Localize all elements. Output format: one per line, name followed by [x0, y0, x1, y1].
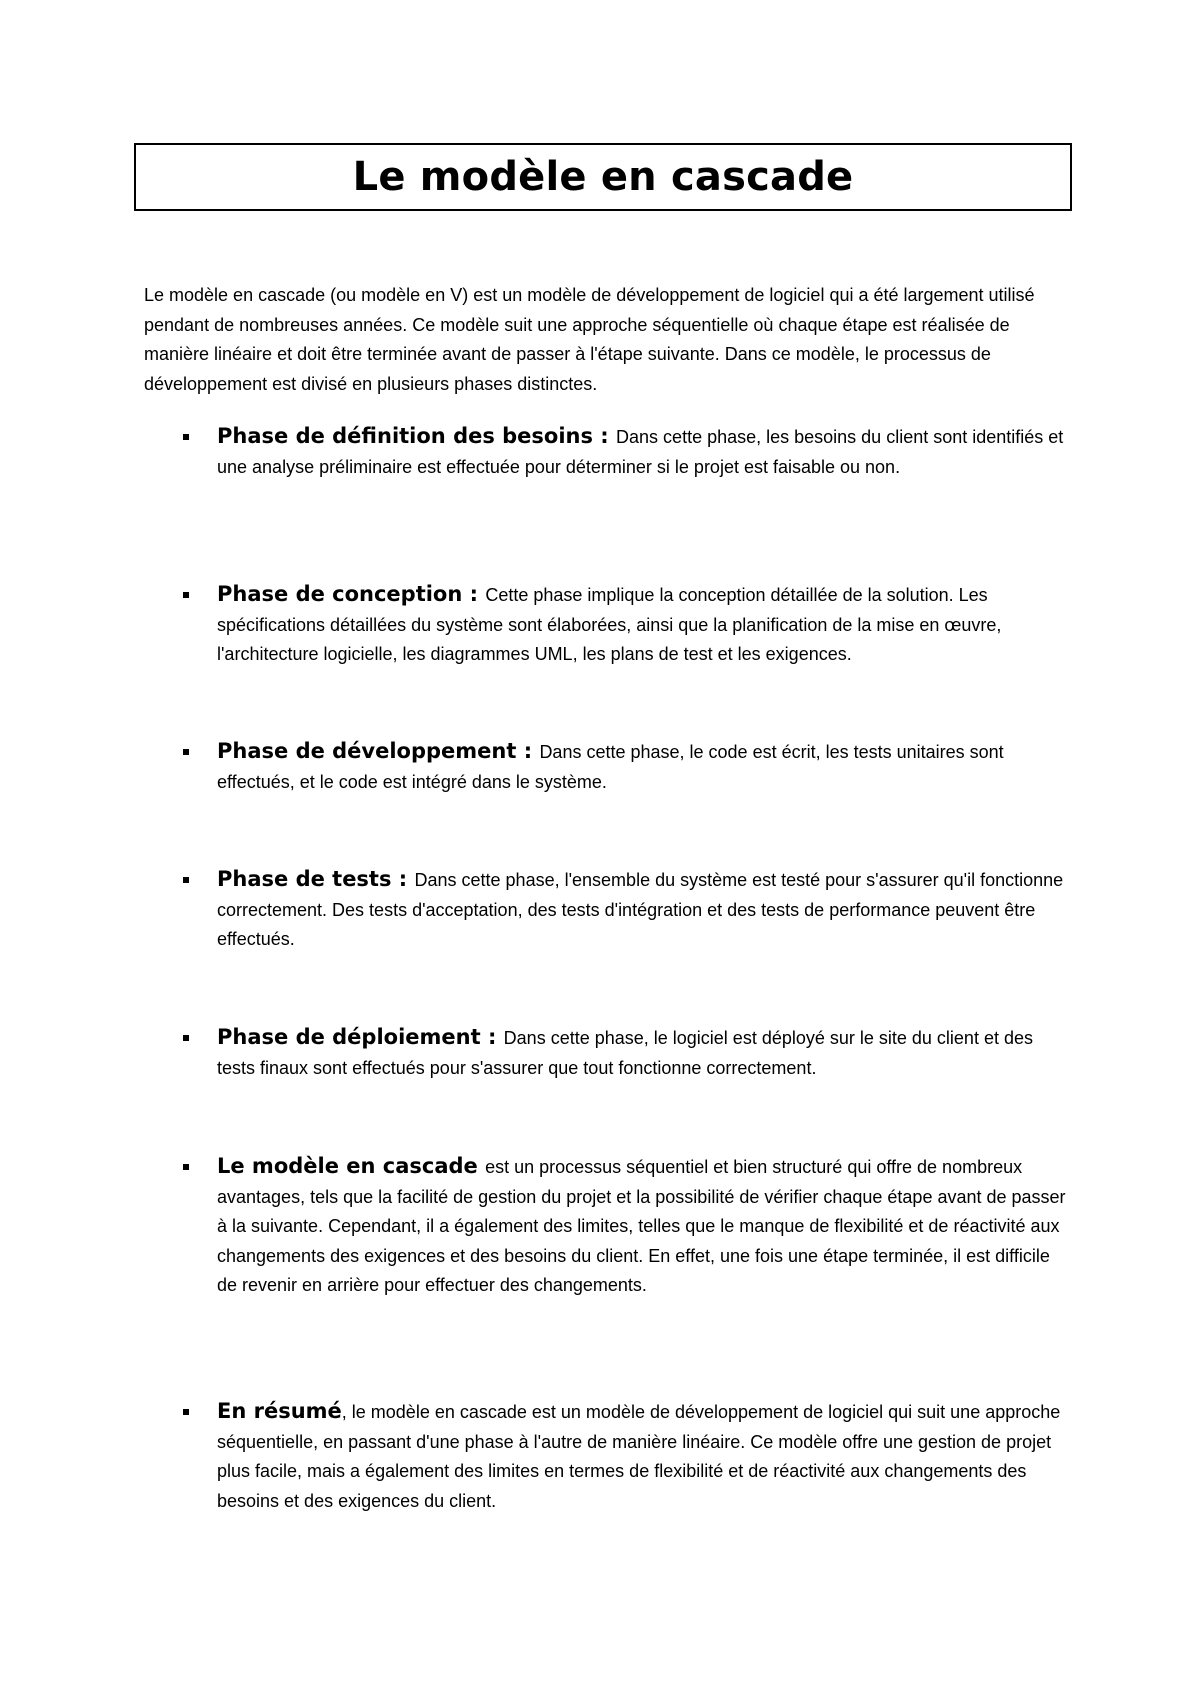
list-item	[217, 580, 1069, 670]
list-item-text: Dans cette phase, les besoins du client sont identifiés et une analyse préliminaire est effectuée pour déterminer si le projet est faisable ou non.	[217, 427, 1064, 477]
list-item-text: Cette phase implique la conception détaillée de la solution. Les spécifications détaillées du système sont élaborées, ainsi que la planification de la mise en œuvre, l'architecture logicielle, les diagrammes UML, les plans de test et les exigences.	[217, 585, 1002, 664]
list-item-heading: Phase de tests :	[217, 867, 415, 891]
bullet-square-icon	[183, 1164, 189, 1170]
list-item-text: Dans cette phase, le logiciel est déployé sur le site du client et des tests finaux sont effectués pour s'assurer que tout fonctionne correctement.	[217, 1028, 1033, 1078]
list-item	[217, 1023, 1069, 1083]
list-item-heading: Phase de développement :	[217, 739, 540, 763]
list-item	[217, 865, 1069, 955]
intro-paragraph: Le modèle en cascade (ou modèle en V) est un modèle de développement de logiciel qui a été largement utilisé pendant de nombreuses années. Ce modèle suit une approche séquentielle où chaque étape est réalisée de manière linéaire et doit être terminée avant de passer à l'étape suivante. Dans ce modèle, le processus de développement est divisé en plusieurs phases distinctes.	[144, 285, 1035, 394]
title-box	[134, 143, 1072, 211]
list-item	[217, 737, 1069, 797]
bullet-square-icon	[183, 592, 189, 598]
bullet-square-icon	[183, 434, 189, 440]
document-title: Le modèle en cascade	[352, 154, 854, 200]
bullet-square-icon	[183, 1035, 189, 1041]
list-item	[217, 422, 1069, 482]
list-item-heading: Phase de déploiement :	[217, 1025, 504, 1049]
list-item	[217, 1152, 1069, 1301]
list-item-text: Dans cette phase, le code est écrit, les tests unitaires sont effectués, et le code est intégré dans le système.	[217, 742, 1004, 792]
list-item-heading: En résumé	[217, 1399, 342, 1423]
list-item-text: Dans cette phase, l'ensemble du système est testé pour s'assurer qu'il fonctionne correctement. Des tests d'acceptation, des tests d'intégration et des tests de performance peuvent être effectués.	[217, 870, 1064, 949]
list-item-heading: Phase de définition des besoins :	[217, 424, 617, 448]
bullet-square-icon	[183, 749, 189, 755]
list-item-heading: Phase de conception :	[217, 582, 486, 606]
list-item-text: est un processus séquentiel et bien structuré qui offre de nombreux avantages, tels que la facilité de gestion du projet et la possibilité de vérifier chaque étape avant de passer à la suivante. Cependant, il a également des limites, telles que le manque de flexibilité et de réactivité aux changements des exigences et des besoins du client. En effet, une fois une étape terminée, il est difficile de revenir en arrière pour effectuer des changements.	[217, 1157, 1066, 1295]
list-item-heading: Le modèle en cascade	[217, 1154, 486, 1178]
bullet-square-icon	[183, 1409, 189, 1415]
list-item	[217, 1397, 1069, 1516]
bullet-square-icon	[183, 877, 189, 883]
list-item-text: , le modèle en cascade est un modèle de développement de logiciel qui suit une approche séquentielle, en passant d'une phase à l'autre de manière linéaire. Ce modèle offre une gestion de projet plus facile, mais a également des limites en termes de flexibilité et de réactivité aux changements des besoins et des exigences du client.	[217, 1402, 1061, 1511]
